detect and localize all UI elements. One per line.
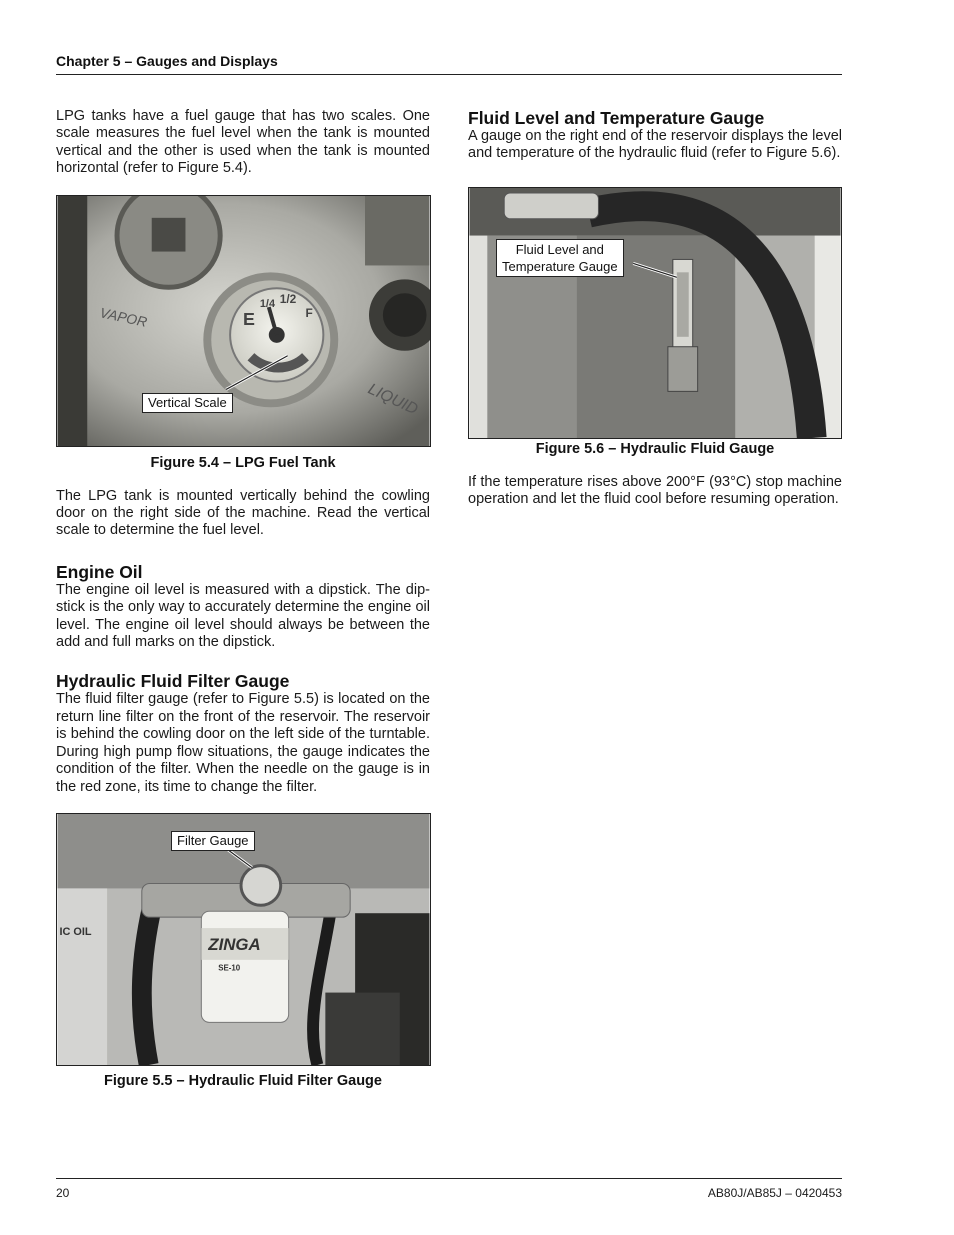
figure-lpg-fuel-tank — [56, 195, 431, 447]
tank-vapor-text: VAPOR — [98, 303, 149, 330]
footer-rule — [56, 1178, 842, 1179]
heading-engine-oil: Engine Oil — [56, 561, 143, 582]
figure-hydraulic-fluid-gauge — [468, 187, 842, 439]
gauge-f-mark: F — [305, 305, 313, 320]
filter-gauge-photo — [57, 814, 430, 1065]
filter-gauge-paragraph: The fluid filter gauge (refer to Figure 5.5) is located on the return line filter on the front of the reservoir. The reservoir is behind the cowling door on the left side of the turntable. During high pump flow situations, the gauge indicates the condition of the filter. When the needle on the gauge is in the red zone, its time to change the filter. — [56, 691, 430, 795]
engine-oil-paragraph: The engine oil level is measured with a dipstick. The dipstick is the only way to accurately determine the engine oil level. The engine oil level should always be between the add and full marks on the dipstick. — [56, 581, 430, 651]
callout-line-2: Temperature Gauge — [502, 258, 618, 274]
filter-model-text: SE-10 — [218, 963, 241, 973]
caption-figure-5-4: Figure 5.4 – LPG Fuel Tank — [150, 454, 336, 471]
callout-line-1: Fluid Level and — [515, 241, 604, 257]
page-number: 20 — [56, 1186, 70, 1200]
filter-brand-text: ZINGA — [208, 934, 261, 954]
intro-paragraph: LPG tanks have a fuel gauge that has two scales. One scale measures the fuel level when the tank is mounted vertical and the other is used when the tank is mounted horizontal (refer to Figure 5.4). — [56, 108, 430, 177]
tank-label-text: IC OIL — [59, 925, 92, 938]
callout-fluid-level-gauge — [496, 239, 624, 277]
heading-filter-gauge: Hydraulic Fluid Filter Gauge — [56, 671, 290, 692]
tank-liquid-text: LIQUID — [365, 380, 421, 419]
callout-vertical-scale: Vertical Scale — [142, 393, 233, 413]
caption-figure-5-5: Figure 5.5 – Hydraulic Fluid Filter Gauge — [104, 1072, 382, 1089]
chapter-title: Chapter 5 – Gauges and Displays — [56, 53, 278, 69]
fluid-gauge-photo — [469, 188, 841, 438]
heading-fluid-level: Fluid Level and Temperature Gauge — [468, 108, 765, 128]
document-id: AB80J/AB85J – 0420453 — [707, 1186, 842, 1200]
gauge-quarter-mark: 1/4 — [259, 297, 276, 310]
figure-filter-gauge — [56, 813, 431, 1066]
temperature-warning-paragraph: If the temperature rises above 200°F (93°C) stop machine operation and let the fluid cool before resuming operation. — [468, 473, 842, 508]
gauge-e-mark: E — [243, 308, 255, 329]
gauge-half-mark: 1/2 — [279, 291, 297, 306]
lpg-mount-paragraph: The LPG tank is mounted vertically behind the cowling door on the right side of the machine. Read the vertical scale to determine the fuel level. — [56, 487, 430, 539]
callout-filter-gauge: Filter Gauge — [171, 831, 255, 851]
fluid-level-paragraph: A gauge on the right end of the reservoir displays the level and temperature of the hydraulic fluid (refer to Figure 5.6). — [468, 128, 842, 162]
lpg-tank-photo — [57, 196, 430, 446]
right-column — [468, 108, 842, 509]
left-column — [56, 108, 430, 1089]
caption-figure-5-6: Figure 5.6 – Hydraulic Fluid Gauge — [535, 440, 775, 457]
header-rule — [56, 74, 842, 75]
